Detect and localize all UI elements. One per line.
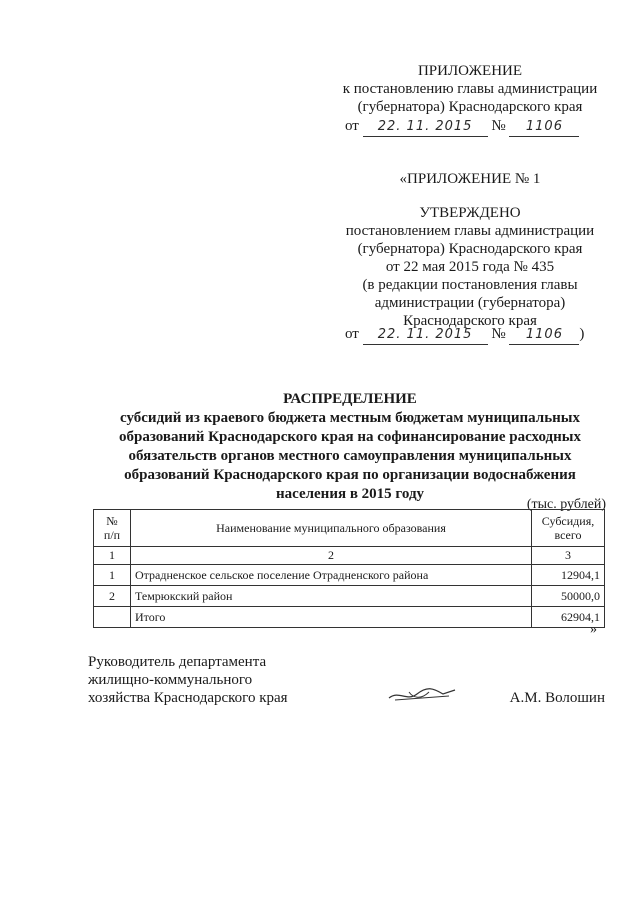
approved-line-5: администрации (губернатора) <box>374 295 566 311</box>
table-header-row <box>94 510 605 547</box>
handwritten-number: 1106 <box>509 326 579 345</box>
row-num: 1 <box>94 565 131 586</box>
table-total-row <box>94 607 605 628</box>
signer-title-line-2: жилищно-коммунального <box>88 672 253 688</box>
approved-line-3: от 22 мая 2015 года № 435 <box>385 259 555 275</box>
row-amount: 12904,1 <box>532 565 605 586</box>
table-row <box>94 565 605 586</box>
title-line-3: обязательств органов местного самоуправления муниципальных <box>128 448 572 464</box>
column-number-row <box>94 547 605 565</box>
header-num: № п/п <box>94 510 131 547</box>
resolution-date-line <box>345 117 615 137</box>
title-line-5: населения в 2015 году <box>275 486 425 502</box>
col-number-2: 2 <box>131 547 532 565</box>
signer-title-line-1: Руководитель департамента <box>88 654 267 670</box>
title-line-1: субсидий из краевого бюджета местным бюджетам муниципальных <box>120 410 580 426</box>
distribution-table <box>93 509 605 628</box>
approved-line-4: (в редакции постановления главы <box>362 277 578 293</box>
appendix-label: ПРИЛОЖЕНИЕ <box>417 63 523 79</box>
handwritten-signature <box>385 680 460 708</box>
row-name: Темрюкский район <box>131 586 532 607</box>
from-label: от <box>345 326 359 342</box>
number-label: № <box>491 118 506 134</box>
approved-label: УТВЕРЖДЕНО <box>419 205 521 221</box>
redaction-date-line <box>345 325 615 345</box>
col-number-1: 1 <box>94 547 131 565</box>
handwritten-date: 22. 11. 2015 <box>363 326 488 345</box>
handwritten-number: 1106 <box>509 118 579 137</box>
approved-line-1: постановлением главы администрации <box>345 223 595 239</box>
appendix1-label: «ПРИЛОЖЕНИЕ № 1 <box>399 171 541 187</box>
col-number-3: 3 <box>532 547 605 565</box>
closing-quote: » <box>590 622 597 637</box>
table-row <box>94 586 605 607</box>
approved-line-6: Краснодарского края <box>403 313 537 329</box>
close-paren: ) <box>579 326 585 342</box>
number-label: № <box>491 326 506 342</box>
row-name: Итого <box>131 607 532 628</box>
title-line-2: образований Краснодарского края на софинансирование расходных <box>118 429 581 445</box>
units-label: (тыс. рублей) <box>526 497 606 512</box>
header-name: Наименование муниципального образования <box>131 510 532 547</box>
row-num: 2 <box>94 586 131 607</box>
to-resolution-text: к постановлению главы администрации <box>342 81 598 97</box>
handwritten-date: 22. 11. 2015 <box>363 118 488 137</box>
title-line-4: образований Краснодарского края по организации водоснабжения <box>124 467 576 483</box>
approved-line-2: (губернатора) Краснодарского края <box>357 241 583 257</box>
header-subsidy: Субсидия, всего <box>532 510 605 547</box>
from-label: от <box>345 118 359 134</box>
row-name: Отрадненское сельское поселение Отрадненского района <box>131 565 532 586</box>
row-amount: 50000,0 <box>532 586 605 607</box>
governor-text: (губернатора) Краснодарского края <box>357 99 583 115</box>
row-num <box>94 607 131 628</box>
document-heading: РАСПРЕДЕЛЕНИЕ <box>283 391 417 407</box>
signer-name: А.М. Волошин <box>509 690 605 706</box>
row-amount: 62904,1 <box>532 607 605 628</box>
signer-title-line-3: хозяйства Краснодарского края <box>88 690 288 706</box>
